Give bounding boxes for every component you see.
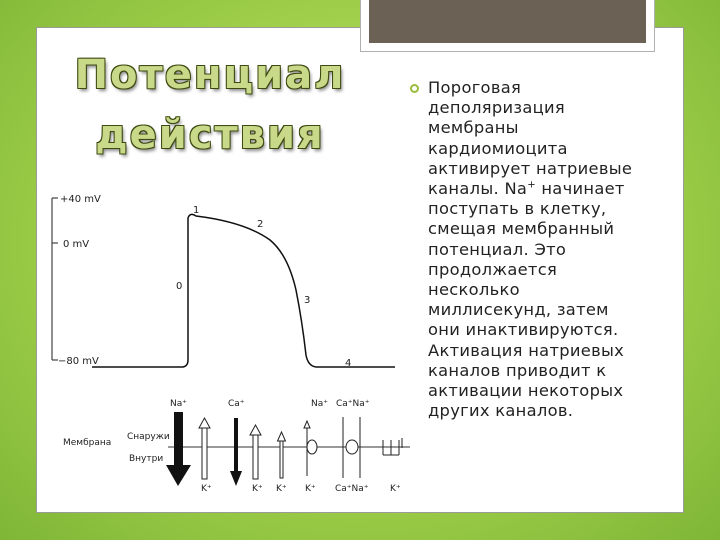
ion-label-k-4: K⁺ — [305, 484, 316, 494]
bullet-text-part-1: Пороговая деполяризация мембраны кардиомиоцита активирует натриевые каналы. Na — [428, 78, 633, 199]
membrane-label: Мембрана — [63, 438, 112, 448]
slide-title-line-1: Потенциал — [74, 52, 346, 98]
y-label-mid: 0 mV — [63, 239, 90, 250]
ion-label-k-5: K⁺ — [390, 484, 401, 494]
ion-label-ca: Ca⁺ — [228, 399, 245, 409]
y-label-top: +40 mV — [60, 194, 101, 205]
outside-label: Снаружи — [127, 432, 170, 442]
calcium-influx-arrow-icon — [230, 418, 242, 486]
sodium-charge-superscript: + — [527, 179, 536, 191]
potassium-gated-arrow-icon — [304, 421, 317, 476]
potassium-efflux-arrow-icon — [199, 418, 210, 479]
calcium-sodium-exchanger-icon — [343, 417, 360, 478]
phase-label-3: 3 — [304, 295, 311, 306]
ion-label-ca-na-bottom: Ca⁺Na⁺ — [335, 484, 369, 494]
potassium-efflux-arrow-3-icon — [278, 432, 286, 478]
inside-label: Внутри — [129, 454, 164, 464]
bullet-text-part-2: начинает поступать в клетку, смещая мембранный потенциал. Это продолжается несколько миллисекунд, затем они инактивируются. Активация натриевых каналов приводит к активации некоторых других каналов. — [428, 179, 625, 421]
potassium-efflux-arrow-2-icon — [250, 425, 261, 479]
sodium-influx-arrow-icon — [166, 412, 191, 486]
ion-label-k-1: K⁺ — [201, 484, 212, 494]
ion-label-na: Na⁺ — [170, 399, 187, 409]
phase-label-2: 2 — [257, 219, 264, 230]
phase-label-4: 4 — [345, 358, 352, 369]
phase-label-0: 0 — [176, 281, 183, 292]
ion-label-k-3: K⁺ — [276, 484, 287, 494]
slide-title-line-2: действия — [95, 112, 325, 158]
phase-label-1: 1 — [193, 205, 200, 216]
y-axis — [52, 198, 58, 360]
ion-label-k-2: K⁺ — [252, 484, 263, 494]
ion-label-ca-na: Ca⁺Na⁺ — [336, 399, 370, 409]
y-label-bottom: −80 mV — [58, 356, 99, 367]
ion-label-na-2: Na⁺ — [311, 399, 328, 409]
action-potential-curve — [92, 214, 395, 367]
